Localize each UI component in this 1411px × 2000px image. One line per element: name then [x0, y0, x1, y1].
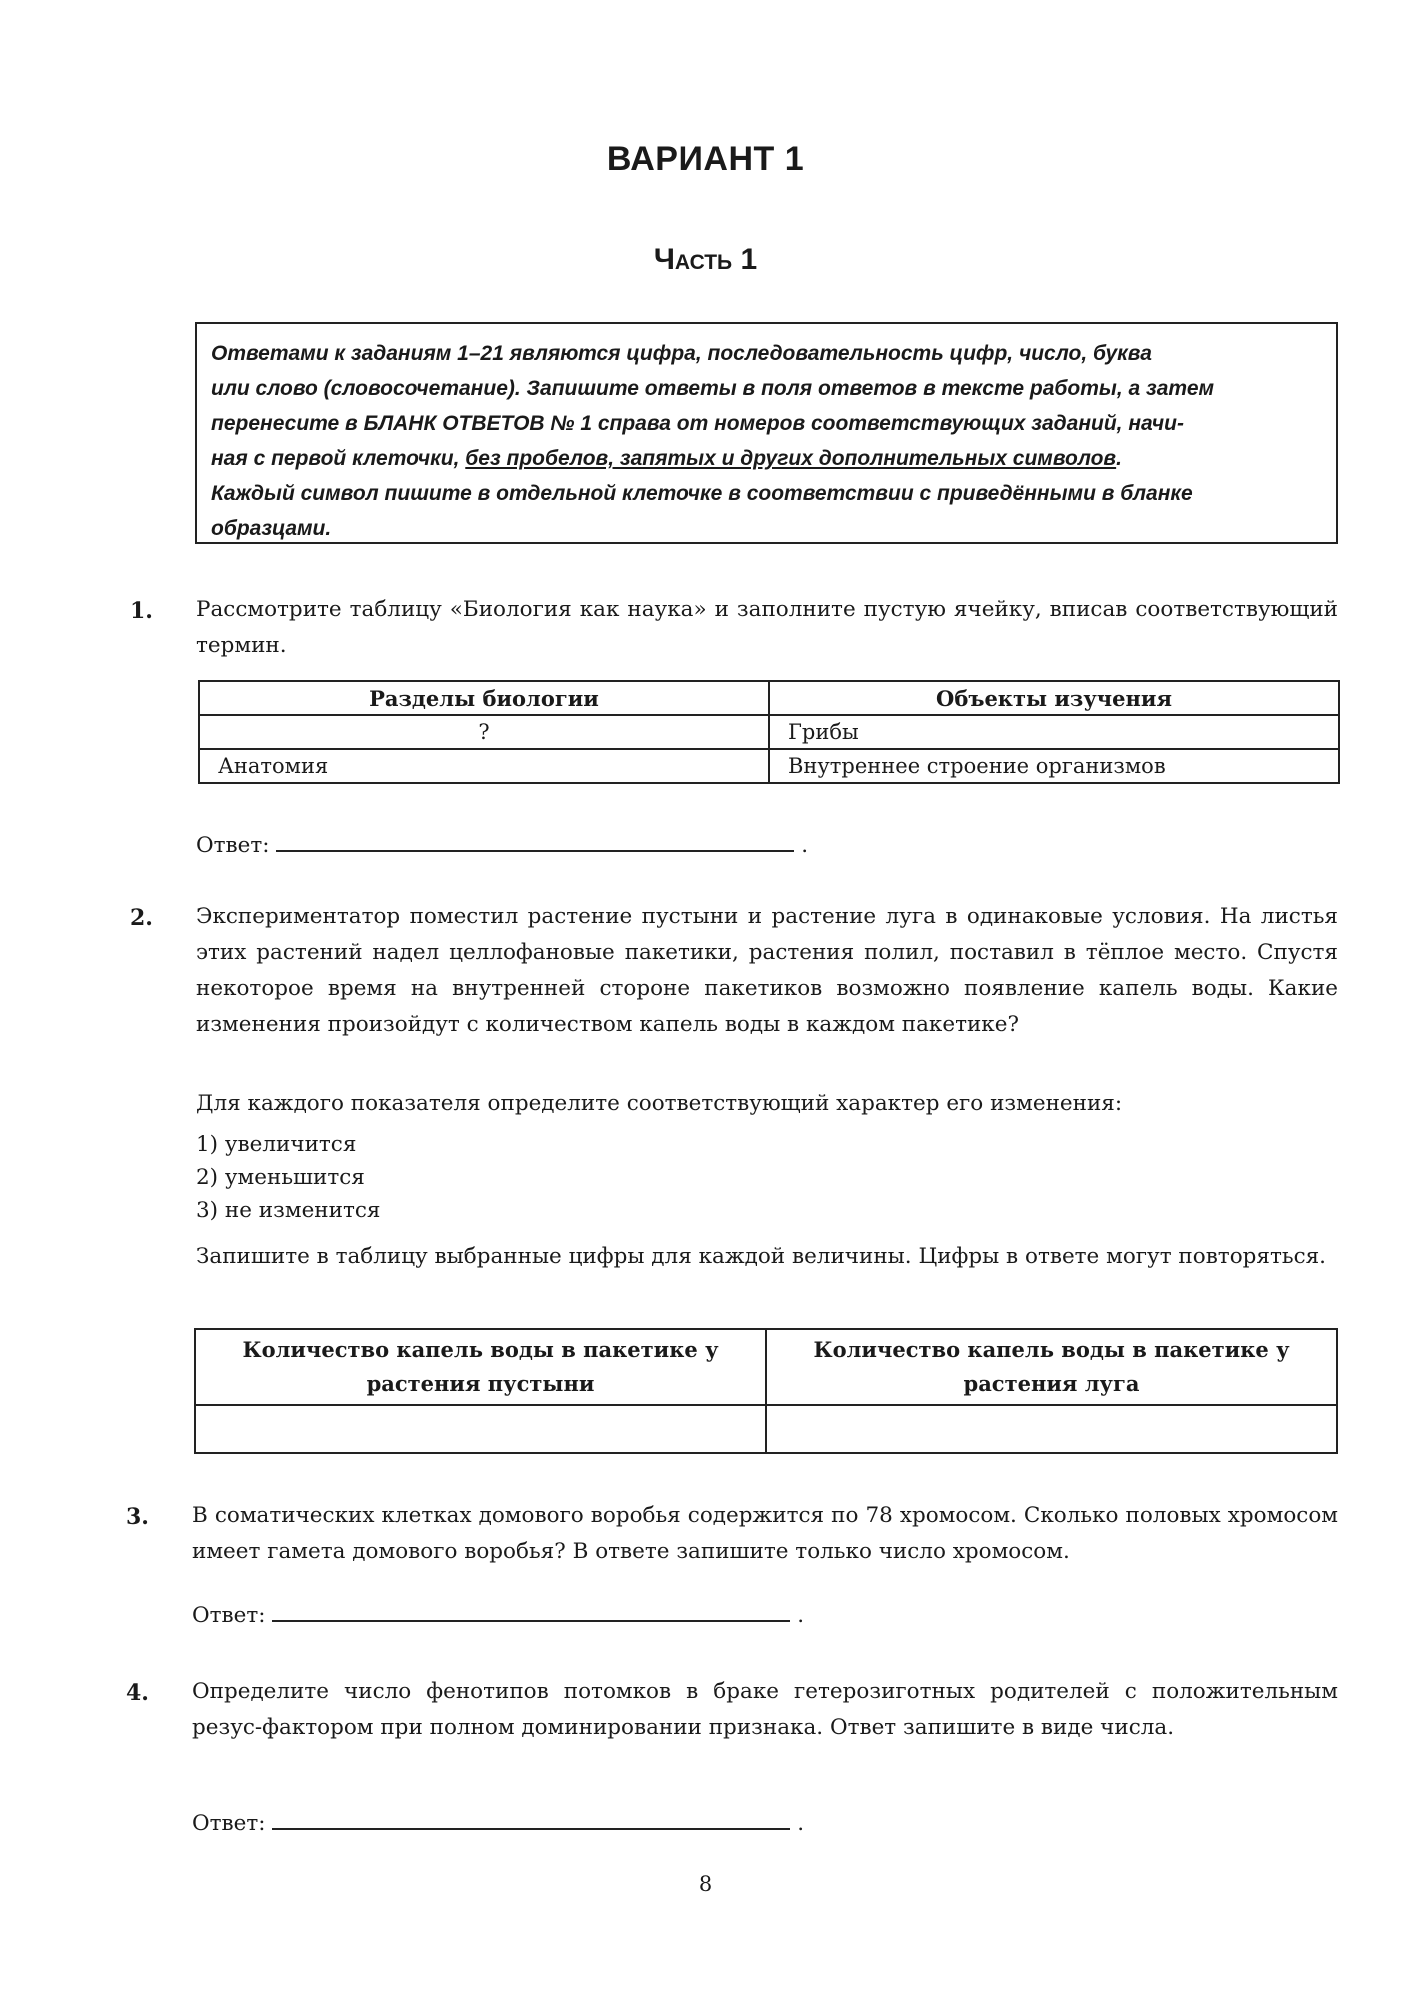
question-text: В соматических клетках домового воробья содержится по 78 хромосом. Сколько половых хромосом имеет гамета домового воробья? В ответе запишите только число хромосом. [192, 1503, 1338, 1564]
question-number: 3. [126, 1504, 149, 1530]
question-text: Рассмотрите таблицу «Биология как наука» и заполните пустую ячейку, вписав соответствующий термин. [196, 597, 1338, 658]
instructions-line: перенесите в БЛАНК ОТВЕТОВ № 1 справа от номеров соответствующих заданий, начи- [211, 412, 1184, 435]
biology-table [198, 680, 1340, 784]
option-item: 1) увеличится [196, 1132, 357, 1157]
question-number: 2. [130, 905, 153, 931]
answer-row [196, 830, 808, 858]
variant-title: ВАРИАНТ 1 [606, 140, 805, 178]
instructions-box [195, 322, 1338, 544]
part-title: Часть 1 [653, 243, 758, 276]
answer-label: Ответ: [192, 1811, 266, 1836]
instructions-line: или слово (словосочетание). Запишите ответы в поля ответов в тексте работы, а затем [211, 377, 1215, 400]
question-note: Запишите в таблицу выбранные цифры для каждой величины. Цифры в ответе могут повторяться. [196, 1244, 1327, 1269]
answer-row [192, 1600, 804, 1628]
table-cell: Анатомия [199, 749, 769, 783]
table-cell: Грибы [769, 715, 1339, 749]
answer-table [194, 1328, 1338, 1454]
table-cell-missing[interactable]: ? [199, 715, 769, 749]
instructions-line: образцами. [211, 517, 332, 540]
answer-label: Ответ: [196, 833, 270, 858]
answer-field[interactable] [272, 1808, 790, 1830]
page-number: 8 [698, 1872, 713, 1896]
table-header: Количество капель воды в пакетике у растения пустыни [195, 1329, 766, 1405]
answer-field[interactable] [276, 830, 794, 852]
question-number: 4. [126, 1680, 149, 1706]
instructions-line: Каждый символ пишите в отдельной клеточке в соответствии с приведёнными в бланке [211, 482, 1193, 505]
table-cell: Внутреннее строение организмов [769, 749, 1339, 783]
option-item: 2) уменьшится [196, 1165, 365, 1190]
question-text: Экспериментатор поместил растение пустыни и растение луга в одинаковые условия. На листья этих растений надел целлофановые пакетики, растения полил, поставил в тёплое место. Спустя некоторое время на внутренней стороне пакетиков возможно появление капель воды. Какие изменения произойдут с количеством капель воды в каждом пакетике? [196, 904, 1338, 1037]
table-header: Разделы биологии [199, 681, 769, 715]
question-prompt: Для каждого показателя определите соответствующий характер его изменения: [196, 1091, 1123, 1116]
answer-period: . [797, 1811, 805, 1836]
instructions-text: ная с первой клеточки, [211, 447, 466, 470]
instructions-emphasis: без пробелов, запятых и других дополнительных символов [465, 447, 1117, 470]
answer-label: Ответ: [192, 1603, 266, 1628]
answer-period: . [797, 1603, 805, 1628]
option-item: 3) не изменится [196, 1198, 381, 1223]
instructions-text: . [1116, 447, 1122, 470]
answer-row [192, 1808, 804, 1836]
answer-cell[interactable] [766, 1405, 1337, 1453]
table-header: Объекты изучения [769, 681, 1339, 715]
answer-period: . [801, 833, 809, 858]
table-header: Количество капель воды в пакетике у растения луга [766, 1329, 1337, 1405]
instructions-line [211, 441, 1322, 476]
question-number: 1. [130, 598, 153, 624]
answer-field[interactable] [272, 1600, 790, 1622]
question-text: Определите число фенотипов потомков в браке гетерозиготных родителей с положительным резус-фактором при полном доминировании признака. Ответ запишите в виде числа. [192, 1679, 1338, 1740]
options-list [196, 1128, 380, 1227]
instructions-line: Ответами к заданиям 1–21 являются цифра, последовательность цифр, число, буква [211, 342, 1152, 365]
answer-cell[interactable] [195, 1405, 766, 1453]
